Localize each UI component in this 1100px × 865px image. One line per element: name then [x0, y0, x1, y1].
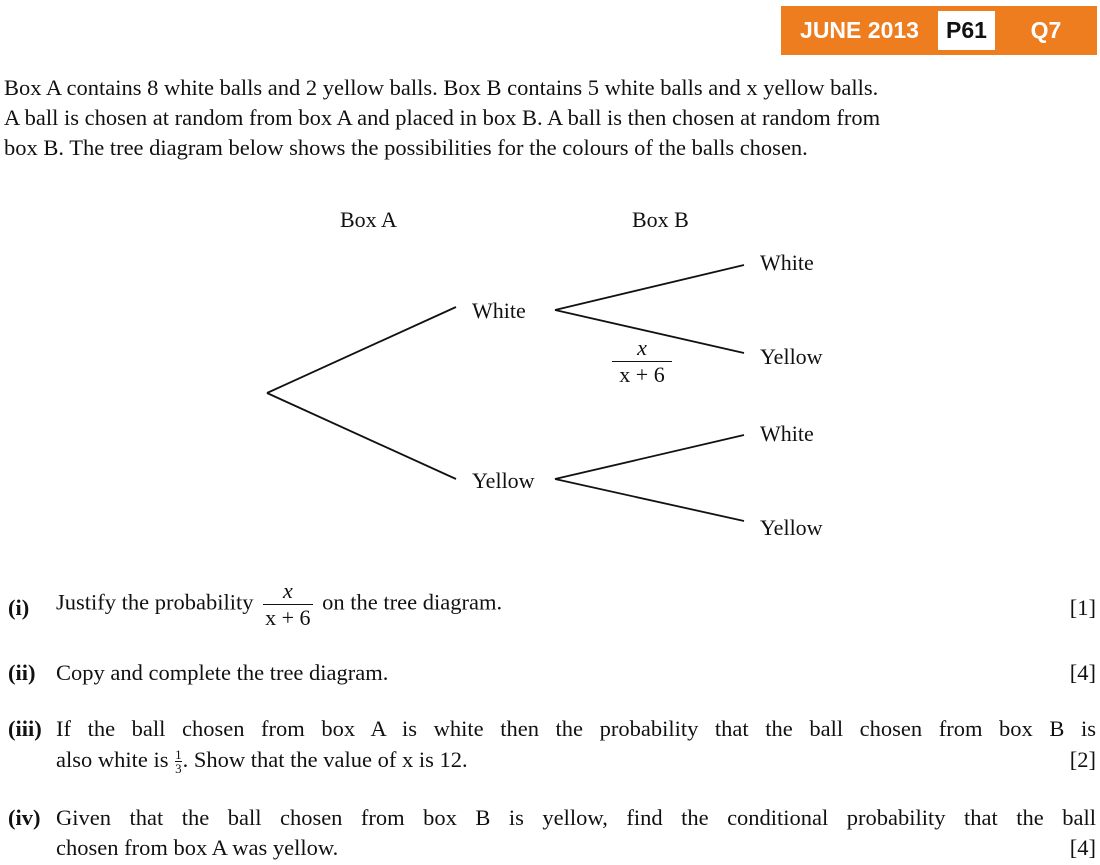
fraction-numerator: x — [282, 578, 293, 603]
part-text-before: Justify the probability — [56, 589, 254, 615]
part-label: (iv) — [8, 805, 41, 830]
branch-yellow-yellow — [555, 479, 744, 521]
branch-probability — [612, 335, 672, 388]
tree-branches — [0, 195, 1100, 560]
branch-white-white — [555, 265, 744, 310]
part-label: (ii) — [8, 660, 36, 685]
paper-code: P61 — [938, 11, 995, 50]
part-text-after: on the tree diagram. — [322, 589, 503, 615]
second-white-bottom-label: White — [760, 421, 814, 446]
part-text: Copy and complete the tree diagram. — [56, 660, 389, 685]
first-white-label: White — [472, 298, 526, 323]
part-label: (i) — [8, 595, 30, 620]
part-line-2: chosen from box A was yellow. — [56, 835, 339, 860]
marks: [4] — [1069, 835, 1096, 860]
question-part-iv — [8, 803, 1096, 865]
second-yellow-bottom-label: Yellow — [760, 515, 823, 540]
second-white-top-label: White — [760, 250, 814, 275]
box-b-heading: Box B — [632, 207, 689, 232]
marks: [1] — [1069, 595, 1096, 620]
box-a-heading: Box A — [340, 207, 397, 232]
part-label: (iii) — [8, 716, 42, 741]
question-intro — [4, 73, 1096, 163]
fraction-numerator: 1 — [175, 747, 182, 763]
part-line-1: Given that the ball chosen from box B is yellow, find the conditional probability that the ball — [56, 805, 1096, 830]
exam-session: JUNE 2013 — [800, 17, 919, 43]
marks: [4] — [1069, 660, 1096, 685]
part-line-1: If the ball chosen from box A is white then the probability that the ball chosen from box B is — [56, 716, 1096, 741]
first-yellow-label: Yellow — [472, 468, 535, 493]
probability-denominator: x + 6 — [612, 361, 672, 388]
one-third-fraction — [175, 748, 182, 775]
question-badge — [781, 6, 1097, 55]
question-part-iii — [8, 714, 1096, 776]
part-text-before: also white is — [56, 747, 169, 772]
probability-numerator: x — [637, 335, 647, 360]
question-part-i — [8, 578, 1096, 648]
second-yellow-top-label: Yellow — [760, 344, 823, 369]
tree-diagram — [0, 195, 1100, 560]
question-part-ii — [8, 658, 1096, 688]
fraction-denominator: 3 — [175, 761, 182, 777]
branch-yellow-white — [555, 435, 744, 479]
fraction-denominator: x + 6 — [265, 605, 311, 630]
branch-a-white — [267, 307, 456, 393]
intro-line-1: Box A contains 8 white balls and 2 yellow balls. Box B contains 5 white balls and x yellow balls. — [4, 75, 879, 100]
intro-line-3: box B. The tree diagram below shows the possibilities for the colours of the balls chosen. — [4, 135, 808, 160]
branch-a-yellow — [267, 393, 456, 479]
intro-line-2: A ball is chosen at random from box A and placed in box B. A ball is then chosen at random from — [4, 105, 881, 130]
part-text-after: . Show that the value of x is 12. — [182, 747, 468, 772]
inline-fraction — [263, 578, 312, 631]
marks: [2] — [1069, 747, 1096, 772]
question-number: Q7 — [1030, 17, 1062, 43]
